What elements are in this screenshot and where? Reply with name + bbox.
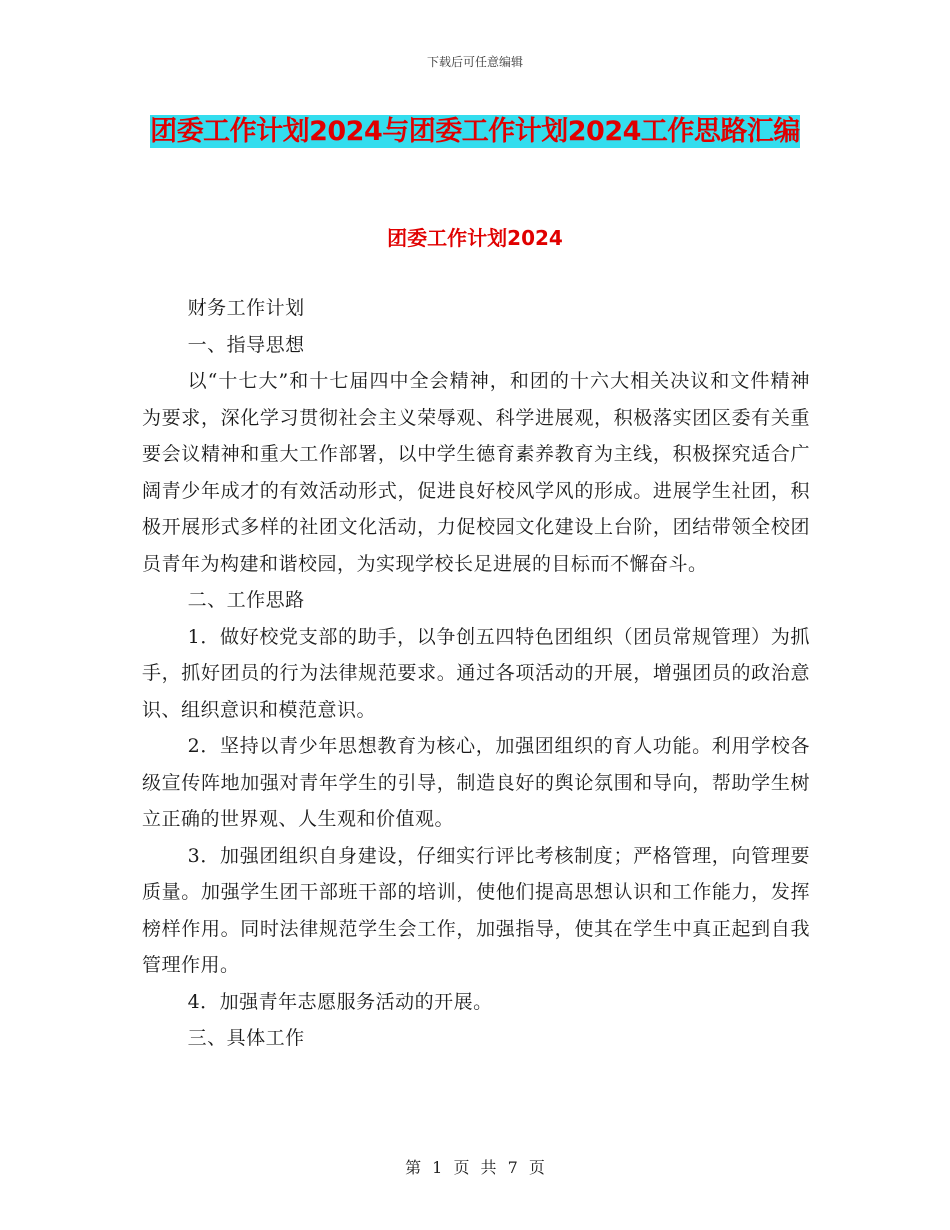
paragraph: 2．坚持以青少年思想教育为核心，加强团组织的育人功能。利用学校各级宣传阵地加强对青年学生的引导，制造良好的舆论氛围和导向，帮助学生树立正确的世界观、人生观和价值观。 [142, 735, 810, 830]
paragraph: 1．做好校党支部的助手，以争创五四特色团组织（团员常规管理）为抓手，抓好团员的行为法律规范要求。通过各项活动的开展，增强团员的政治意识、组织意识和模范意识。 [142, 625, 810, 721]
document-title-text: 团委工作计划2024与团委工作计划2024工作思路汇编 [150, 116, 800, 147]
page-number: 第 1 页 共 7 页 [405, 1158, 545, 1177]
paragraph: 3．加强团组织自身建设，仔细实行评比考核制度；严格管理，向管理要质量。加强学生团干部班干部的培训，使他们提高思想认识和工作能力，发挥榜样作用。同时法律规范学生会工作，加强指导，使其在学生中真正起到自我管理作用。 [142, 844, 810, 976]
paragraph: 三、具体工作 [187, 1027, 305, 1049]
paragraph: 财务工作计划 [187, 297, 305, 319]
paragraph: 二、工作思路 [187, 589, 305, 611]
paragraph: 4．加强青年志愿服务活动的开展。 [187, 990, 493, 1013]
paragraph: 一、指导思想 [187, 333, 305, 356]
section-title: 团委工作计划2024 [387, 226, 563, 250]
page-header-note: 下载后可任意编辑 [426, 55, 523, 69]
document-title [140, 110, 810, 154]
document-body [142, 290, 810, 1057]
paragraph: 以“十七大”和十七届四中全会精神，和团的十六大相关决议和文件精神为要求，深化学习贯彻社会主义荣辱观、科学进展观，积极落实团区委有关重要会议精神和重大工作部署，以中学生德育素养教育为主线，积极探究适合广阔青少年成才的有效活动形式，促进良好校风学风的形成。进展学生社团，积极开展形式多样的社团文化活动，力促校园文化建设上台阶，团结带领全校团员青年为构建和谐校园，为实现学校长足进展的目标而不懈奋斗。 [142, 370, 810, 575]
